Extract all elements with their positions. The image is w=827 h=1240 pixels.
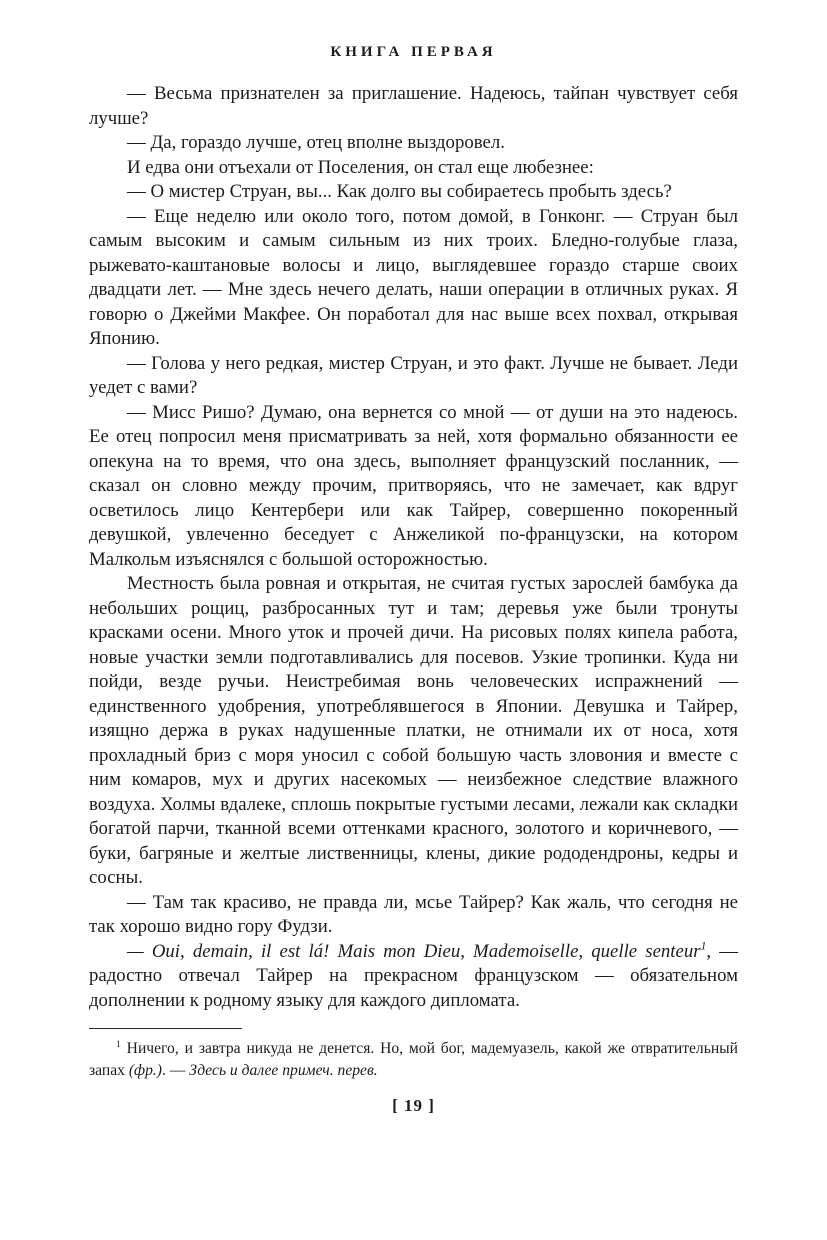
page-number: [ 19 ] <box>392 1096 435 1115</box>
paragraph <box>89 82 738 131</box>
text-segment: Местность была ровная и открытая, не считая густых зарослей бамбука да небольших рощиц, разбросанных тут и там; деревья уже были тронуты красками осени. Много уток и прочей дичи. На рисовых полях кипела работа, новые участки земли подготавливались для посевов. Узкие тропинки. Куда ни пойди, везде ручьи. Неистребимая вонь человеческих испражнений — единственного удобрения, употреблявшегося в Японии. Девушка и Тайрер, изящно держа в руках надушенные платки, не отнимали их от носа, хотя прохладный бриз с моря уносил с собой большую часть зловония и вместе с ним комаров, мух и других насекомых — неизбежное следствие влажного воздуха. Холмы вдалеке, сплошь покрытые густыми лесами, лежали как складки богатой парчи, тканной всеми оттенками красного, золотого и коричневого, — буки, багряные и желтые лиственницы, клены, дикие рододендроны, кедры и сосны. <box>89 573 738 888</box>
text-segment: — Мисс Ришо? Думаю, она вернется со мной — от души на это надеюсь. Ее отец попросил меня присматривать за ней, хотя формально обязанности ее опекуна на то время, что она здесь, выполняет французский посланник, — сказал он словно между прочим, притворяясь, что не замечает, как вдруг осветилось лицо Кентербери или как Тайрер, совершенно покоренный девушкой, увлеченно беседует с Анжеликой по-французски, на котором Малкольм изъяснялся с большой осторожностью. <box>89 401 738 570</box>
text-segment: Здесь и далее примеч. перев. <box>189 1061 378 1079</box>
body-text <box>89 82 738 1013</box>
text-segment: Ничего, и завтра никуда не денется. Но, мой бог, мадемуазель, какой же отвратительный запах <box>89 1040 738 1079</box>
text-segment: — Oui, demain, il est lá! Mais mon Dieu, Mademoiselle, quelle senteur <box>127 940 701 962</box>
text-segment: . — <box>162 1061 190 1079</box>
chapter-header: КНИГА ПЕРВАЯ <box>330 44 497 60</box>
paragraph <box>89 891 738 940</box>
paragraph <box>89 205 738 352</box>
footnote-marker: 1 <box>116 1038 121 1050</box>
text-segment: , — радостно отвечал Тайрер на прекрасном французском — обязательном дополнении к родному языку для каждого дипломата. <box>89 940 739 1011</box>
footnote-text <box>89 1038 738 1081</box>
text-segment: — Да, гораздо лучше, отец вполне выздоровел. <box>127 132 505 153</box>
text-segment: — Там так красиво, не правда ли, мсье Тайрер? Как жаль, что сегодня не так хорошо видно гору Фудзи. <box>89 891 738 937</box>
paragraph <box>89 131 738 156</box>
footnote-rule <box>89 1028 242 1029</box>
paragraph <box>89 401 738 573</box>
paragraph <box>89 352 738 401</box>
paragraph <box>89 572 738 891</box>
text-segment: И едва они отъехали от Поселения, он стал еще любезнее: <box>127 156 594 178</box>
paragraph <box>89 156 738 181</box>
paragraph <box>89 180 738 205</box>
text-segment: — О мистер Струан, вы... Как долго вы собираетесь пробыть здесь? <box>127 181 672 202</box>
text-segment: — Голова у него редкая, мистер Струан, и это факт. Лучше не бывает. Леди уедет с вами? <box>89 352 738 398</box>
footnote-block <box>89 1028 738 1081</box>
paragraph <box>89 940 738 1014</box>
text-segment: — Еще неделю или около того, потом домой, в Гонконг. — Струан был самым высоким и самым сильным из них троих. Бледно-голубые глаза, рыжевато-каштановые волосы и лицо, выглядевшее гораздо старше своих двадцати лет. — Мне здесь нечего делать, наши операции в отличных руках. Я говорю о Джейми Макфее. Он поработал для нас выше всех похвал, открывая Японию. <box>89 205 738 349</box>
text-segment: (фр.) <box>128 1061 162 1079</box>
footnote-marker: 1 <box>700 939 707 953</box>
text-segment: — Весьма признателен за приглашение. Надеюсь, тайпан чувствует себя лучше? <box>89 83 738 129</box>
